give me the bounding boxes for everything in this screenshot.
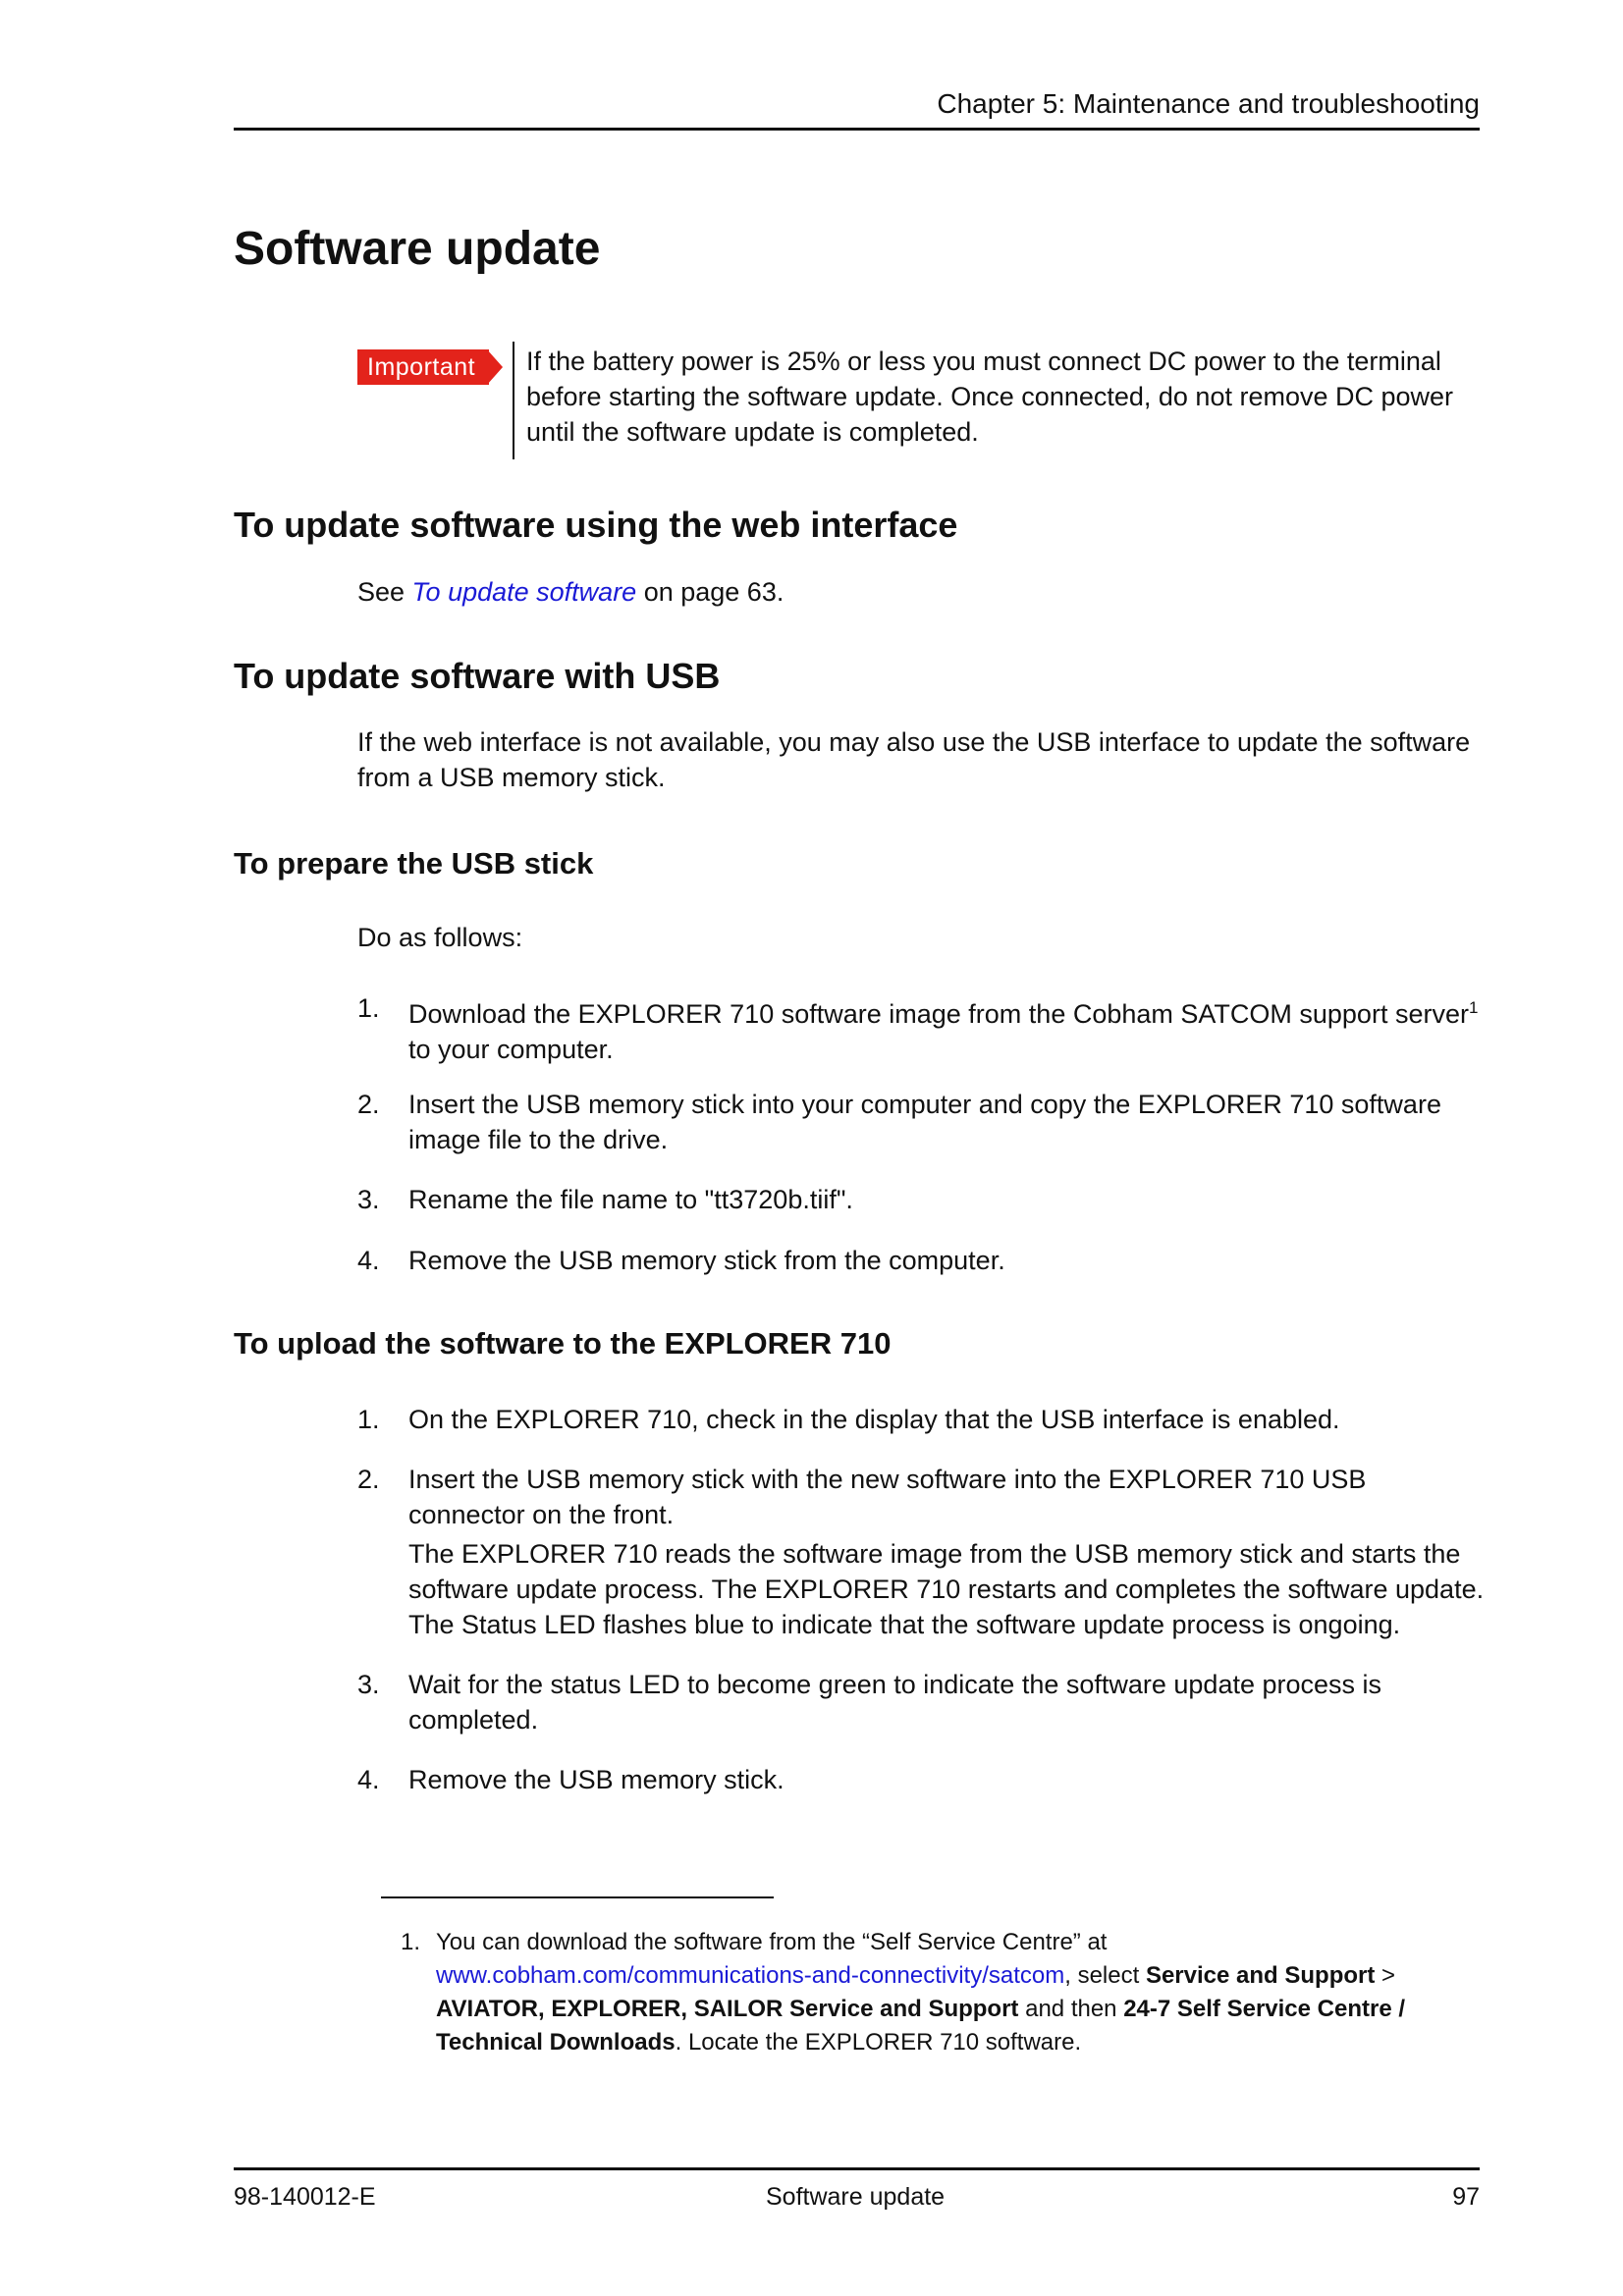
footnote-ref[interactable]: 1: [1468, 998, 1479, 1017]
list-item: Remove the USB memory stick.: [408, 1765, 784, 1794]
cobham-link[interactable]: www.cobham.com/communications-and-connectivity/satcom: [436, 1962, 1065, 1989]
list-item: [408, 990, 1488, 1067]
footnote-divider: [381, 1896, 774, 1898]
heading-upload: To upload the software to the EXPLORER 710: [234, 1326, 892, 1361]
chapter-header: Chapter 5: Maintenance and troubleshooting: [937, 88, 1480, 119]
prepare-intro: Do as follows:: [357, 923, 523, 952]
footer-section: Software update: [766, 2183, 946, 2211]
heading-usb: To update software with USB: [234, 656, 721, 696]
heading-prepare-usb: To prepare the USB stick: [234, 846, 594, 881]
fn-part: You can download the software from the “Self Service Centre” at: [436, 1929, 1108, 1955]
list-item: [408, 1462, 1488, 1642]
step-detail: The EXPLORER 710 reads the software image from the USB memory stick and starts the software update process. The EXPLORER 710 restarts and completes the software update. The Status LED flashes blue to indicate that the software update process is ongoing.: [408, 1539, 1485, 1639]
see-reference: [357, 574, 1487, 610]
list-item: Rename the file name to "tt3720b.tiif".: [408, 1185, 853, 1214]
fn-bold: Service and Support: [1145, 1962, 1376, 1989]
page-number: 97: [1452, 2183, 1480, 2211]
step-text: Insert the USB memory stick with the new software into the EXPLORER 710 USB connector on the front.: [408, 1465, 1367, 1529]
important-badge: Important: [357, 349, 489, 385]
update-software-link[interactable]: To update software: [411, 577, 637, 607]
step-number: 3.: [357, 1185, 380, 1214]
step-text: Download the EXPLORER 710 software image from the Cobham SATCOM support server: [408, 999, 1469, 1029]
fn-part: . Locate the EXPLORER 710 software.: [675, 2029, 1082, 2056]
page-title: Software update: [234, 223, 601, 275]
fn-part: and then: [1018, 1996, 1124, 2022]
header-rule: [234, 128, 1480, 131]
list-item: Wait for the status LED to become green to indicate the software update process is completed.: [408, 1670, 1382, 1735]
list-item: Remove the USB memory stick from the computer.: [408, 1246, 1005, 1275]
step-number: 2.: [357, 1090, 380, 1119]
footnote-text: [436, 1926, 1477, 2059]
footer-rule: [234, 2167, 1480, 2170]
step-number: 1.: [357, 993, 380, 1023]
fn-part: >: [1375, 1962, 1396, 1989]
heading-web-interface: To update software using the web interface: [234, 505, 958, 545]
doc-number: 98-140012-E: [234, 2183, 376, 2211]
see-prefix: See: [357, 577, 412, 607]
important-note-text: If the battery power is 25% or less you must connect DC power to the terminal before starting the software update. Once connected, do not remove DC power until the software update is completed.: [526, 347, 1454, 447]
step-number: 1.: [357, 1405, 380, 1434]
usb-intro: If the web interface is not available, you may also use the USB interface to update the software from a USB memory stick.: [357, 727, 1471, 792]
step-number: 3.: [357, 1670, 380, 1699]
fn-part: , select: [1064, 1962, 1146, 1989]
list-item: On the EXPLORER 710, check in the display that the USB interface is enabled.: [408, 1405, 1340, 1434]
important-arrow-icon: [487, 349, 503, 385]
footnote-number: 1.: [401, 1929, 421, 1955]
list-item: Insert the USB memory stick into your computer and copy the EXPLORER 710 software image file to the drive.: [408, 1090, 1441, 1154]
step-number: 4.: [357, 1765, 380, 1794]
step-text-cont: to your computer.: [408, 1035, 614, 1064]
see-suffix: on page 63.: [636, 577, 784, 607]
fn-bold: 24-7 Self Service Centre / Technical Downloads: [436, 1996, 1406, 2056]
step-number: 4.: [357, 1246, 380, 1275]
step-number: 2.: [357, 1465, 380, 1494]
fn-bold: AVIATOR, EXPLORER, SAILOR Service and Support: [436, 1996, 1019, 2022]
note-divider: [513, 342, 514, 459]
